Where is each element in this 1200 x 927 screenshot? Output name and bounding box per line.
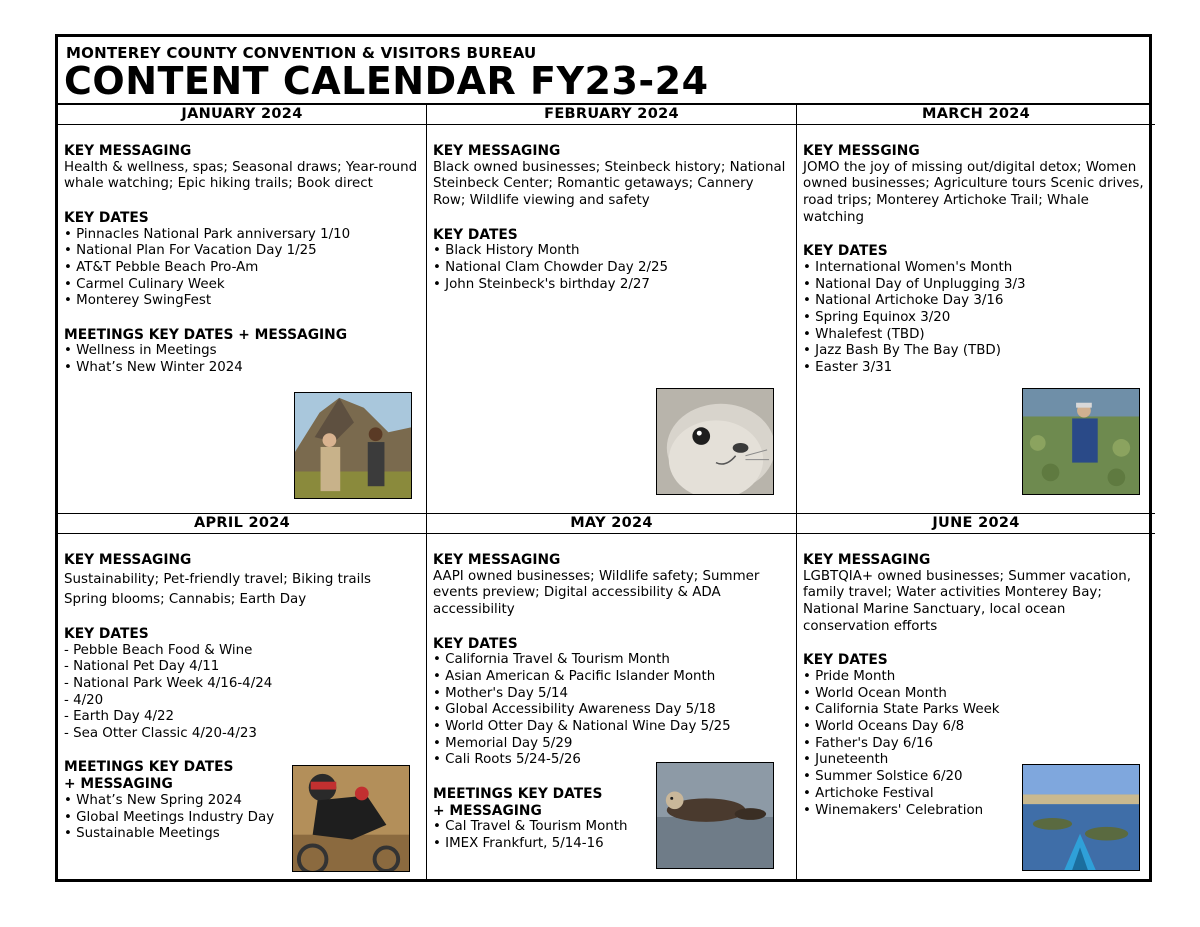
list-item: • National Artichoke Day 3/16 bbox=[803, 293, 1004, 309]
list-item: - Sea Otter Classic 4/20-4/23 bbox=[64, 726, 257, 742]
list-item: • World Ocean Month bbox=[803, 685, 947, 701]
key-messaging-text: JOMO the joy of missing out/digital detox; Women owned businesses; Agriculture tours Scenic drives, road trips; Monterey Artichoke Trail; Whale watching bbox=[803, 159, 1144, 225]
mountain-biker-photo bbox=[292, 765, 410, 872]
month-content bbox=[427, 125, 796, 293]
list-item: - National Park Week 4/16-4/24 bbox=[64, 675, 273, 691]
key-messaging-heading: KEY MESSGING bbox=[803, 143, 920, 159]
month-cell-march bbox=[796, 105, 1155, 513]
key-dates-list bbox=[433, 652, 790, 769]
key-dates-heading: KEY DATES bbox=[433, 226, 518, 243]
list-item: • California State Parks Week bbox=[803, 702, 1000, 718]
meetings-heading: MEETINGS KEY DATES + MESSAGING bbox=[64, 326, 348, 343]
organization-name: MONTEREY COUNTY CONVENTION & VISITORS BUREAU bbox=[66, 44, 537, 62]
key-dates-heading: KEY DATES bbox=[64, 209, 149, 226]
list-item: - National Pet Day 4/11 bbox=[64, 659, 220, 675]
meetings-list bbox=[64, 343, 420, 376]
month-cell-april bbox=[58, 513, 426, 879]
list-item: • Global Meetings Industry Day bbox=[64, 809, 275, 825]
key-dates-list bbox=[64, 227, 420, 311]
header bbox=[58, 37, 1149, 103]
list-item: • Easter 3/31 bbox=[803, 360, 893, 376]
key-messaging-heading: KEY MESSAGING bbox=[433, 552, 561, 568]
list-item: • What’s New Spring 2024 bbox=[64, 792, 242, 808]
key-messaging-text: LGBTQIA+ owned businesses; Summer vacation, family travel; Water activities Monterey Bay; National Marine Sanctuary, local ocean conservation efforts bbox=[803, 568, 1131, 634]
key-dates-list bbox=[433, 243, 790, 293]
key-dates-heading: KEY DATES bbox=[803, 243, 888, 260]
list-item: • Spring Equinox 3/20 bbox=[803, 310, 951, 326]
list-item: • Black History Month bbox=[433, 243, 580, 259]
list-item: • Juneteenth bbox=[803, 752, 889, 768]
key-dates-list bbox=[803, 260, 1149, 377]
key-messaging-line: Spring blooms; Cannabis; Earth Day bbox=[64, 592, 307, 608]
list-item: • World Oceans Day 6/8 bbox=[803, 719, 965, 735]
month-heading: JUNE 2024 bbox=[797, 514, 1155, 534]
key-messaging-heading: KEY MESSAGING bbox=[803, 552, 931, 568]
list-item: • What’s New Winter 2024 bbox=[64, 360, 243, 376]
key-dates-list bbox=[64, 643, 420, 743]
list-item: • Winemakers' Celebration bbox=[803, 802, 984, 818]
list-item: • Monterey SwingFest bbox=[64, 293, 212, 309]
month-heading: FEBRUARY 2024 bbox=[427, 105, 796, 125]
key-messaging-heading: KEY MESSAGING bbox=[64, 143, 192, 159]
month-heading: JANUARY 2024 bbox=[58, 105, 426, 125]
list-item: - 4/20 bbox=[64, 692, 104, 708]
list-item: • World Otter Day & National Wine Day 5/25 bbox=[433, 719, 731, 735]
page-title: CONTENT CALENDAR FY23-24 bbox=[64, 59, 709, 103]
kayak-bay-photo bbox=[1022, 764, 1140, 871]
meetings-heading: MEETINGS KEY DATES bbox=[433, 785, 603, 802]
month-heading: APRIL 2024 bbox=[58, 514, 426, 534]
list-item: • IMEX Frankfurt, 5/14-16 bbox=[433, 835, 604, 851]
month-content bbox=[58, 125, 426, 377]
list-item: • Carmel Culinary Week bbox=[64, 276, 225, 292]
list-item: • Whalefest (TBD) bbox=[803, 326, 925, 342]
month-cell-may bbox=[426, 513, 796, 879]
key-dates-heading: KEY DATES bbox=[433, 635, 518, 652]
list-item: • Wellness in Meetings bbox=[64, 343, 217, 359]
meetings-heading-continued: + MESSAGING bbox=[64, 776, 173, 793]
calendar-frame bbox=[55, 34, 1152, 882]
month-cell-june bbox=[796, 513, 1155, 879]
list-item: • Summer Solstice 6/20 bbox=[803, 769, 963, 785]
list-item: • International Women's Month bbox=[803, 259, 1013, 275]
key-messaging-text: Black owned businesses; Steinbeck history; National Steinbeck Center; Romantic getaways; Cannery Row; Wildlife viewing and safety bbox=[433, 159, 786, 209]
key-messaging-text: AAPI owned businesses; Wildlife safety; Summer events preview; Digital accessibility & ADA accessibility bbox=[433, 568, 760, 618]
artichoke-farmer-photo bbox=[1022, 388, 1140, 495]
key-messaging-line: Sustainability; Pet-friendly travel; Biking trails bbox=[64, 571, 372, 587]
list-item: • Artichoke Festival bbox=[803, 785, 934, 801]
list-item: • Father's Day 6/16 bbox=[803, 735, 933, 751]
list-item: • John Steinbeck's birthday 2/27 bbox=[433, 276, 650, 292]
key-messaging-heading: KEY MESSAGING bbox=[64, 552, 192, 568]
month-heading: MAY 2024 bbox=[427, 514, 796, 534]
list-item: • National Day of Unplugging 3/3 bbox=[803, 276, 1026, 292]
key-dates-heading: KEY DATES bbox=[64, 625, 149, 642]
sea-otter-photo bbox=[656, 762, 774, 869]
list-item: - Pebble Beach Food & Wine bbox=[64, 642, 253, 658]
list-item: • Jazz Bash By The Bay (TBD) bbox=[803, 343, 1001, 359]
month-content bbox=[797, 125, 1155, 377]
list-item: • Mother's Day 5/14 bbox=[433, 685, 569, 701]
meetings-heading-continued: + MESSAGING bbox=[433, 802, 542, 819]
list-item: • Global Accessibility Awareness Day 5/18 bbox=[433, 702, 716, 718]
list-item: • Pride Month bbox=[803, 668, 896, 684]
list-item: • Cal Travel & Tourism Month bbox=[433, 819, 628, 835]
key-messaging-heading: KEY MESSAGING bbox=[433, 143, 561, 159]
list-item: - Earth Day 4/22 bbox=[64, 709, 175, 725]
calendar-grid bbox=[58, 103, 1149, 879]
list-item: • National Plan For Vacation Day 1/25 bbox=[64, 243, 317, 259]
list-item: • Sustainable Meetings bbox=[64, 826, 220, 842]
list-item: • Pinnacles National Park anniversary 1/10 bbox=[64, 226, 351, 242]
list-item: • Asian American & Pacific Islander Month bbox=[433, 668, 716, 684]
month-heading: MARCH 2024 bbox=[797, 105, 1155, 125]
list-item: • National Clam Chowder Day 2/25 bbox=[433, 259, 669, 275]
seal-photo bbox=[656, 388, 774, 495]
meetings-heading: MEETINGS KEY DATES bbox=[64, 759, 234, 776]
list-item: • California Travel & Tourism Month bbox=[433, 652, 670, 668]
key-dates-heading: KEY DATES bbox=[803, 652, 888, 669]
list-item: • AT&T Pebble Beach Pro-Am bbox=[64, 259, 259, 275]
month-cell-february bbox=[426, 105, 796, 513]
key-messaging-text: Health & wellness, spas; Seasonal draws; Year-round whale watching; Epic hiking trails; Book direct bbox=[64, 159, 418, 192]
list-item: • Memorial Day 5/29 bbox=[433, 735, 573, 751]
list-item: • Cali Roots 5/24-5/26 bbox=[433, 752, 581, 768]
month-cell-january bbox=[58, 105, 426, 513]
hikers-photo bbox=[294, 392, 412, 499]
